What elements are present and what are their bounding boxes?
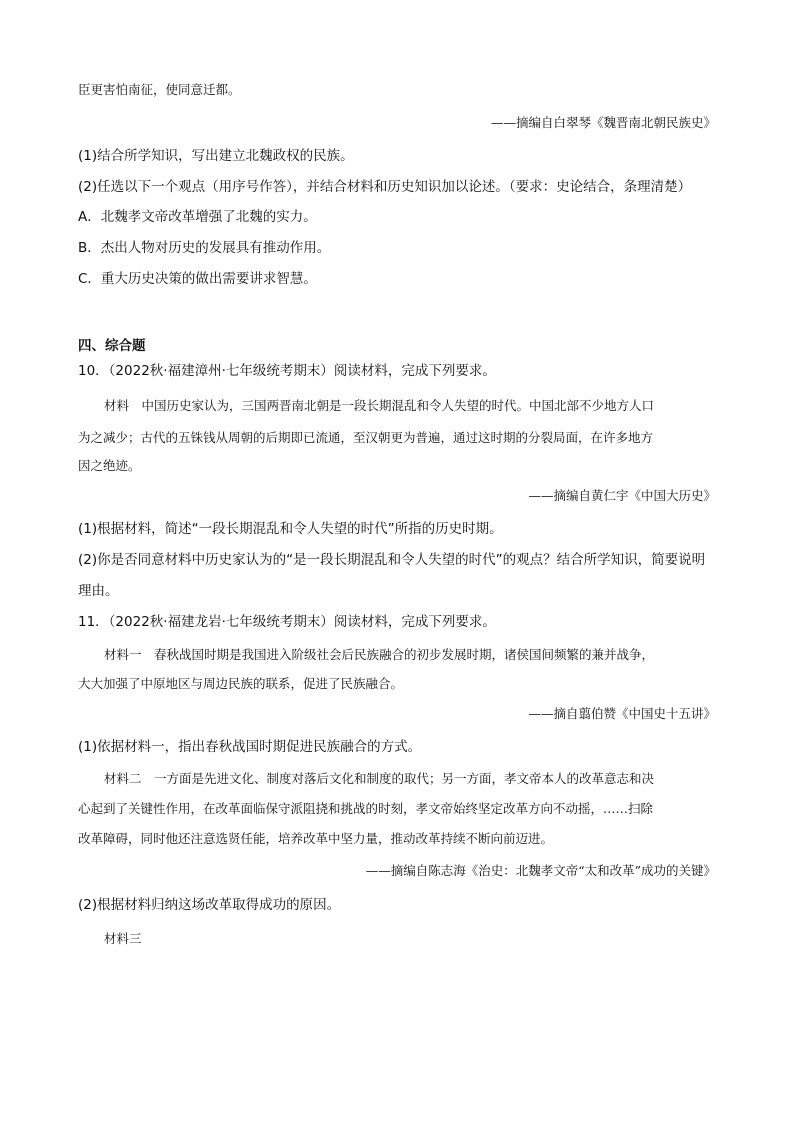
question-9-1: (1)结合所学知识，写出建立北魏政权的民族。	[78, 148, 354, 164]
question-10-stem: 10．（2022秋·福建漳州·七年级统考期末）阅读材料，完成下列要求。	[78, 363, 496, 379]
question-10-2-line-1: (2)你是否同意材料中历史家认为的“是一段长期混乱和令人失望的时代”的观点？结合所学知识，简要说明	[78, 552, 706, 568]
section-title: 四、综合题	[78, 338, 146, 354]
q11-material-1-line-2: 大大加强了中原地区与周边民族的联系，促进了民族融合。	[78, 676, 404, 691]
q10-material-line-2: 为之减少；古代的五铢钱从周朝的后期即已流通，至汉朝更为普遍，通过这时期的分裂局面，在许多地方	[78, 430, 654, 445]
question-11-1: (1)依据材料一，指出春秋战国时期促进民族融合的方式。	[78, 739, 422, 755]
q11-material-2-line-3: 改革障碍，同时他还注意选贤任能，培养改革中坚力量，推动改革持续不断向前迈进。	[78, 831, 554, 846]
q11-material-1-source: ——摘自翦伯赞《中国史十五讲》	[528, 706, 716, 721]
question-11-stem: 11．（2022秋·福建龙岩·七年级统考期末）阅读材料，完成下列要求。	[78, 614, 496, 630]
q10-material-line-1: 材料 中国历史家认为，三国两晋南北朝是一段长期混乱和令人失望的时代。中国北部不少地方人口	[104, 398, 655, 413]
question-11-2: (2)根据材料归纳这场改革取得成功的原因。	[78, 897, 341, 913]
option-c: C．重大历史决策的做出需要讲求智慧。	[78, 271, 317, 287]
q11-material-2-line-1: 材料二 一方面是先进文化、制度对落后文化和制度的取代；另一方面，孝文帝本人的改革意志和决	[104, 771, 655, 786]
q10-source: ——摘编自黄仁宇《中国大历史》	[528, 488, 716, 503]
question-9-2: (2)任选以下一个观点（用序号作答），并结合材料和历史知识加以论述。（要求：史论结合，条理清楚）	[78, 179, 692, 195]
question-10-2-line-2: 理由。	[78, 583, 119, 599]
q11-material-2-line-2: 心起到了关键性作用，在改革面临保守派阻挠和挑战的时刻，孝文帝始终坚定改革方向不动摇，……扫除	[78, 801, 654, 816]
question-10-1: (1)根据材料，简述“一段长期混乱和令人失望的时代”所指的历史时期。	[78, 521, 503, 537]
q10-material-line-3: 因之绝迹。	[78, 458, 141, 473]
option-b: B．杰出人物对历史的发展具有推动作用。	[78, 240, 331, 256]
q11-material-1-line-1: 材料一 春秋战国时期是我国进入阶级社会后民族融合的初步发展时期，诸侯国间频繁的兼并战争，	[104, 647, 655, 662]
q11-material-3-label: 材料三	[104, 931, 142, 946]
q11-material-2-source: ——摘编自陈志海《治史：北魏孝文帝“太和改革”成功的关键》	[365, 863, 716, 878]
quote-tail: 臣更害怕南征，使同意迁都。	[78, 82, 241, 97]
option-a: A．北魏孝文帝改革增强了北魏的实力。	[78, 209, 317, 225]
quote-source: ——摘编自白翠琴《魏晋南北朝民族史》	[490, 115, 716, 130]
